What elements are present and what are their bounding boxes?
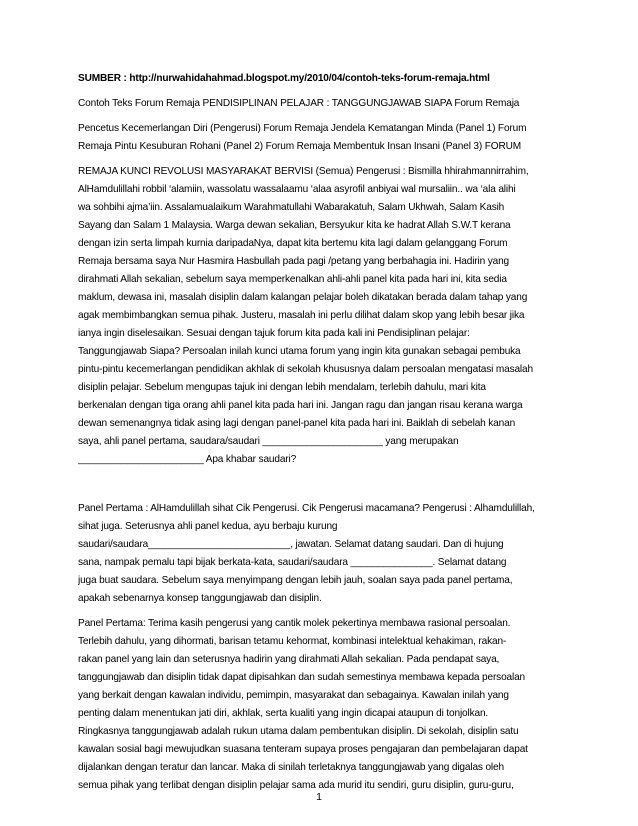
text-line: pintu-pintu kecemerlangan pendidikan akhlak di sekolah khususnya dalam persoalan mengatasi masalah <box>78 364 533 375</box>
text-line: sihat juga. Seterusnya ahli panel kedua, ayu berbaju kurung <box>78 521 338 532</box>
page-number: 1 <box>316 791 322 803</box>
text-line: Remaja bersama saya Nur Hasmira Hasbullah pada pagi /petang yang berbahagia ini. Hadirin yang <box>78 256 509 267</box>
text-line: berkenalan dengan tiga orang ahli panel kita pada hari ini. Jangan ragu dan jangan risau kerana warga <box>78 400 523 411</box>
text-line: dirahmati Allah sekalian, sebelum saya memperkenalkan ahli-ahli panel kita pada hari ini, kita sedia <box>78 274 507 285</box>
text-line: ianya ingin diselesaikan. Sesuai dengan tajuk forum kita pada kali ini Pendisiplinan pelajar: <box>78 328 470 339</box>
paragraph-panel1 <box>78 500 564 608</box>
text-line: saya, ahli panel pertama, saudara/saudari ______________________ yang merupakan <box>78 436 459 447</box>
text-line: penting dalam menentukan jati diri, akhlak, serta kualiti yang ingin dicapai ataupun di tonjolkan. <box>78 708 489 719</box>
text-line: sana, nampak pemalu tapi bijak berkata-kata, saudari/saudara _______________. Selamat datang <box>78 557 507 568</box>
document-title: Contoh Teks Forum Remaja PENDISIPLINAN PELAJAR : TANGGUNGJAWAB SIAPA Forum Remaja <box>78 98 520 109</box>
paragraph-panel-intro <box>78 120 564 156</box>
text-line: dewan semenangnya tidak asing lagi dengan panel-panel kita pada hari ini. Baiklah di sebelah kanan <box>78 418 516 429</box>
text-line: yang berkait dengan kawalan individu, pemimpin, masyarakat dan sebagainya. Kawalan inilah yang <box>78 690 509 701</box>
source-line: SUMBER : http://nurwahidahahmad.blogspot.my/2010/04/contoh-teks-forum-remaja.html <box>78 73 490 84</box>
text-line: dijalankan dengan teratur dan lancar. Maka di sinilah terletaknya tanggungjawab yang digalas oleh <box>78 762 504 773</box>
text-line: saudari/saudara__________________________, jawatan. Selamat datang saudari. Dan di hujung <box>78 539 504 550</box>
text-line: Panel Pertama: Terima kasih pengerusi yang cantik molek pekertinya membawa rasional persoalan. <box>78 618 511 629</box>
text-line: Tanggungjawab Siapa? Persoalan inilah kunci utama forum yang ingin kita gunakan sebagai pembuka <box>78 346 521 357</box>
text-line: Panel Pertama : AlHamdulillah sihat Cik Pengerusi. Cik Pengerusi macamana? Pengerusi : Alhamdulillah, <box>78 503 535 514</box>
text-line: dengan izin serta limpah kurnia daripadaNya, dapat kita bertemu kita lagi dalam gelanggang Forum <box>78 238 508 249</box>
text-line: kawalan sosial bagi mewujudkan suasana tenteram supaya proses pengajaran dan pembelajaran dapat <box>78 744 528 755</box>
text-line: Remaja Pintu Kesuburan Rohani (Panel 2) Forum Remaja Membentuk Insan Insani (Panel 3) FORUM <box>78 141 522 152</box>
text-line: wa sohbihi ajma’iin. Assalamualaikum Warahmatullahi Wabarakatuh, Salam Ukhwah, Salam Kasih <box>78 202 505 213</box>
text-line: semua pihak yang terlibat dengan disiplin pelajar sama ada murid itu sendiri, guru disiplin, guru-guru, <box>78 780 514 791</box>
page-content <box>78 70 564 795</box>
text-line: Pencetus Kecemerlangan Diri (Pengerusi) Forum Remaja Jendela Kematangan Minda (Panel 1) Forum <box>78 123 527 134</box>
text-line: tanggungjawab dan disiplin tidak dapat dipisahkan dan sudah semestinya membawa kepada persoalan <box>78 672 526 683</box>
text-line: agak membimbangkan semua pihak. Justeru, masalah ini perlu dilihat dalam skop yang lebih besar jika <box>78 310 525 321</box>
text-line: rakan panel yang lain dan seterusnya hadirin yang dirahmati Allah sekalian. Pada pendapat saya, <box>78 654 500 665</box>
paragraph-panel1-answer <box>78 615 564 795</box>
text-line: Terlebih dahulu, yang dihormati, barisan tetamu kehormat, kombinasi intelektual kehakiman, rakan- <box>78 636 507 647</box>
text-line: AlHamdulillahi robbil ‘alamiin, wassolatu wassalaamu ‘alaa asyrofil anbiyai wal mursaliin.. wa ‘ala alihi <box>78 184 516 195</box>
text-line: REMAJA KUNCI REVOLUSI MASYARAKAT BERVISI (Semua) Pengerusi : Bismilla hhirahmannirrahim, <box>78 166 529 177</box>
text-line: Sayang dan Salam 1 Malaysia. Warga dewan sekalian, Bersyukur kita ke hadrat Allah S.W.T kerana <box>78 220 511 231</box>
paragraph-opening <box>78 163 564 469</box>
text-line: juga buat saudara. Sebelum saya menyimpang dengan lebih jauh, soalan saya pada panel pertama, <box>78 575 513 586</box>
text-line: disiplin pelajar. Sebelum mengupas tajuk ini dengan lebih mendalam, terlebih dahulu, mari kita <box>78 382 486 393</box>
text-line: apakah sebenarnya konsep tanggungjawab dan disiplin. <box>78 593 322 604</box>
text-line: Ringkasnya tanggungjawab adalah rukun utama dalam pembentukan disiplin. Di sekolah, disiplin satu <box>78 726 519 737</box>
text-line: _______________________ Apa khabar saudari? <box>78 454 297 465</box>
text-line: maklum, dewasa ini, masalah disiplin dalam kalangan pelajar boleh dikatakan berada dalam tahap yang <box>78 292 528 303</box>
